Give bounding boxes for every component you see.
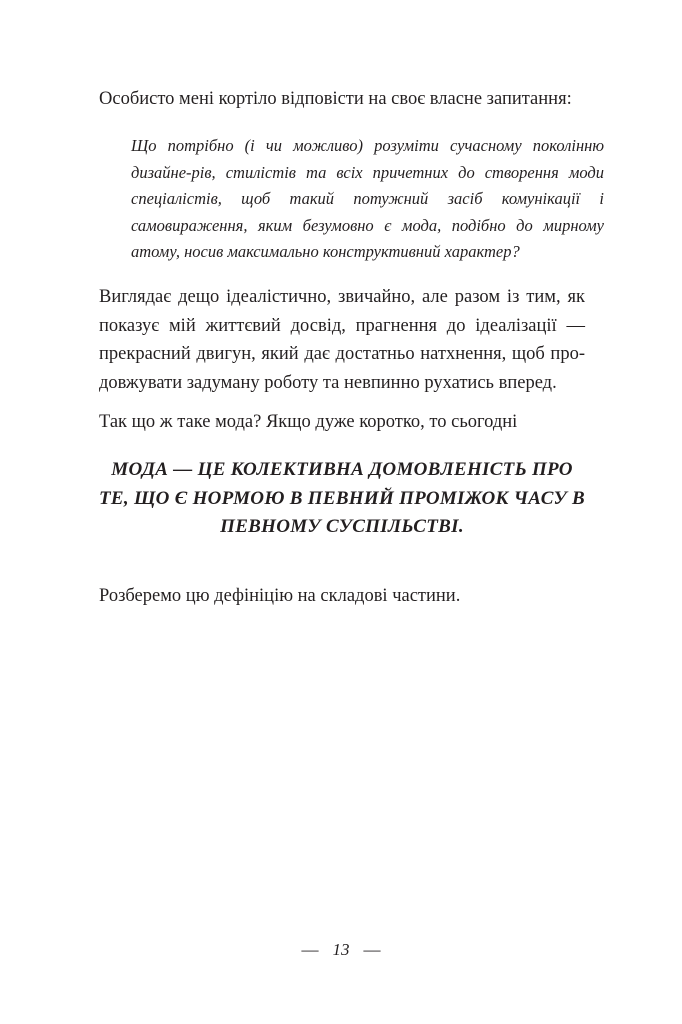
intro-paragraph: Особисто мені кортіло відповісти на своє власне запитання:	[99, 89, 572, 109]
closing-paragraph: Розберемо цю дефініцію на складові частини.	[99, 586, 461, 606]
page-footer	[0, 940, 682, 960]
lead-in-paragraph: Так що ж таке мода? Якщо дуже коротко, то сьогодні	[99, 412, 518, 432]
footer-dash-right: —	[363, 940, 381, 959]
page-number: 13	[332, 940, 350, 959]
footer-dash-left: —	[301, 940, 319, 959]
reflection-paragraph: Виглядає дещо ідеалістично, звичайно, але разом із тим, як показує мій життєвий досвід, прагнення до ідеалізації — прекрасний двигун, який дає достатньо натхнення, щоб про-довжувати задуману роботу та невпинно рухатись вперед.	[99, 287, 585, 393]
quoted-question: Що потрібно (і чи можливо) розуміти сучасному поколінню дизайне-рів, стилістів та всіх причетних до створення моди спеціалістів, щоб такий потужний засіб комунікації і самовираження, яким безумовно є мода, подібно до мирному атому, носив максимально конструктивний характер?	[131, 136, 604, 261]
fashion-definition: МОДА — ЦЕ КОЛЕКТИВНА ДОМОВЛЕНІСТЬ ПРО ТЕ, ЩО Є НОРМОЮ В ПЕВНИЙ ПРОМІЖОК ЧАСУ В ПЕВНОМУ СУСПІЛЬСТВІ.	[99, 459, 585, 537]
